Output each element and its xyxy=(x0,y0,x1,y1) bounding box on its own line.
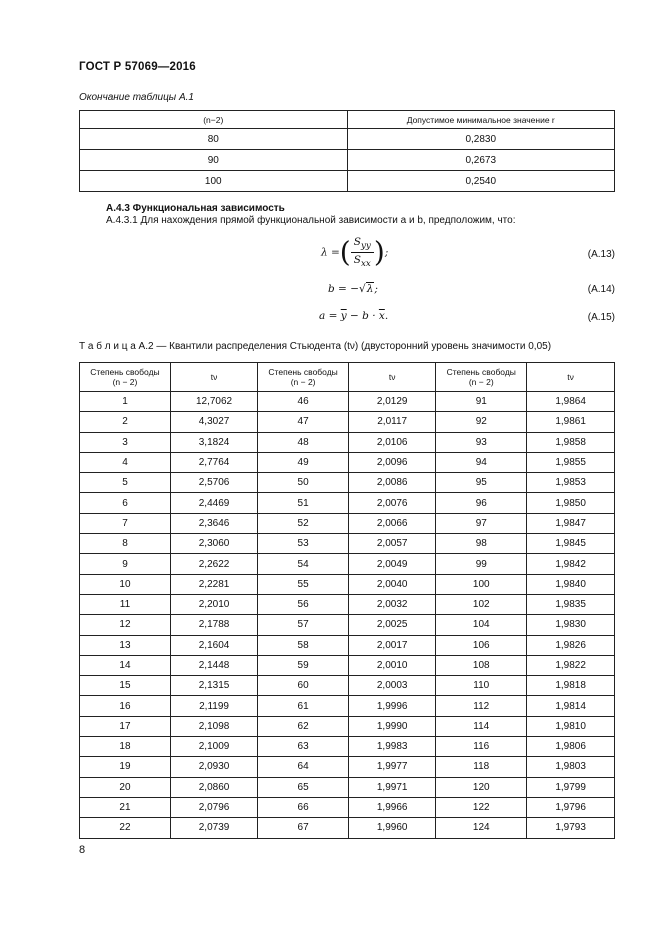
formula-a14-number: (А.14) xyxy=(587,284,615,295)
table2-cell: 1,9966 xyxy=(349,797,436,817)
table2-cell: 118 xyxy=(436,757,527,777)
table2 xyxy=(79,362,615,839)
table2-cell: 2,0117 xyxy=(349,412,436,432)
table2-cell: 94 xyxy=(436,452,527,472)
formula-a13-number: (А.13) xyxy=(587,249,615,260)
table2-cell: 2,0010 xyxy=(349,655,436,675)
table2-header-dof-line2: (n − 2) xyxy=(112,377,138,387)
formula-a15: $a = \overline{y} - b \cdot \overline{x}$. xyxy=(319,310,389,322)
table2-cell: 15 xyxy=(80,676,171,696)
table1-row xyxy=(80,171,615,192)
table2-cell: 2,1604 xyxy=(170,635,257,655)
table2-cell: 2,0040 xyxy=(349,574,436,594)
table2-header-row xyxy=(80,363,615,392)
table2-cell: 104 xyxy=(436,615,527,635)
table2-cell: 2,0086 xyxy=(349,473,436,493)
table2-cell: 1,9960 xyxy=(349,818,436,838)
table2-cell: 1,9847 xyxy=(527,513,615,533)
table2-cell: 2,4469 xyxy=(170,493,257,513)
table2-cell: 2,0860 xyxy=(170,777,257,797)
table2-cell: 1,9814 xyxy=(527,696,615,716)
table2-header-tv: tν xyxy=(527,363,615,392)
table2-cell: 2,0096 xyxy=(349,452,436,472)
table2-row xyxy=(80,676,615,696)
table2-header-dof-line2: (n − 2) xyxy=(468,377,494,387)
table2-cell: 17 xyxy=(80,716,171,736)
table2-cell: 62 xyxy=(258,716,349,736)
table2-cell: 56 xyxy=(258,594,349,614)
table2-cell: 1,9826 xyxy=(527,635,615,655)
table2-cell: 1,9990 xyxy=(349,716,436,736)
table2-cell: 2,0066 xyxy=(349,513,436,533)
table2-cell: 9 xyxy=(80,554,171,574)
table2-cell: 53 xyxy=(258,534,349,554)
table2-header-tv: tν xyxy=(349,363,436,392)
table2-cell: 1,9996 xyxy=(349,696,436,716)
table1-cell: 100 xyxy=(80,171,348,192)
table2-row xyxy=(80,797,615,817)
table2-cell: 1,9810 xyxy=(527,716,615,736)
table2-cell: 1,9858 xyxy=(527,432,615,452)
table2-cell: 61 xyxy=(258,696,349,716)
table2-cell: 1,9822 xyxy=(527,655,615,675)
table2-cell: 1,9806 xyxy=(527,737,615,757)
table2-cell: 2,0057 xyxy=(349,534,436,554)
table2-row xyxy=(80,655,615,675)
table2-cell: 1,9861 xyxy=(527,412,615,432)
formula-a14: b = −√λ; xyxy=(328,283,378,295)
table1-cell: 0,2673 xyxy=(347,150,615,171)
table2-cell: 63 xyxy=(258,737,349,757)
table2-row xyxy=(80,594,615,614)
table1 xyxy=(79,110,615,192)
table2-cell: 48 xyxy=(258,432,349,452)
table2-row xyxy=(80,574,615,594)
table2-cell: 116 xyxy=(436,737,527,757)
table2-cell: 2,3646 xyxy=(170,513,257,533)
table2-cell: 67 xyxy=(258,818,349,838)
table2-cell: 100 xyxy=(436,574,527,594)
table2-cell: 2,7764 xyxy=(170,452,257,472)
table2-cell: 122 xyxy=(436,797,527,817)
table2-cell: 7 xyxy=(80,513,171,533)
table2-cell: 2,1788 xyxy=(170,615,257,635)
table2-cell: 2,0076 xyxy=(349,493,436,513)
table2-row xyxy=(80,513,615,533)
table2-cell: 6 xyxy=(80,493,171,513)
table2-cell: 2,0129 xyxy=(349,392,436,412)
table2-cell: 124 xyxy=(436,818,527,838)
table2-caption: Т а б л и ц а А.2 — Квантили распределения Стьюдента (tν) (двусторонний уровень значимости 0,05) xyxy=(79,341,552,352)
table2-cell: 19 xyxy=(80,757,171,777)
table2-cell: 55 xyxy=(258,574,349,594)
table2-header-dof-line1: Степень свободы xyxy=(268,367,338,377)
table2-cell: 1,9803 xyxy=(527,757,615,777)
table2-cell: 2,2281 xyxy=(170,574,257,594)
table2-cell: 2,0017 xyxy=(349,635,436,655)
table2-cell: 2,1315 xyxy=(170,676,257,696)
table1-header-r: Допустимое минимальное значение r xyxy=(347,111,615,129)
table2-row xyxy=(80,757,615,777)
table2-row xyxy=(80,615,615,635)
table2-cell: 1 xyxy=(80,392,171,412)
table2-cell: 2 xyxy=(80,412,171,432)
table2-row xyxy=(80,452,615,472)
table2-cell: 54 xyxy=(258,554,349,574)
table2-row xyxy=(80,777,615,797)
table2-header-dof xyxy=(436,363,527,392)
table2-cell: 1,9840 xyxy=(527,574,615,594)
table2-cell: 2,5706 xyxy=(170,473,257,493)
table2-row xyxy=(80,392,615,412)
table2-header-dof-line1: Степень свободы xyxy=(90,367,160,377)
table2-cell: 4,3027 xyxy=(170,412,257,432)
table2-cell: 65 xyxy=(258,777,349,797)
table2-cell: 114 xyxy=(436,716,527,736)
table2-cell: 57 xyxy=(258,615,349,635)
table2-cell: 1,9983 xyxy=(349,737,436,757)
table2-cell: 22 xyxy=(80,818,171,838)
table2-cell: 1,9855 xyxy=(527,452,615,472)
table2-cell: 4 xyxy=(80,452,171,472)
table2-row xyxy=(80,737,615,757)
table2-cell: 96 xyxy=(436,493,527,513)
table2-cell: 93 xyxy=(436,432,527,452)
table2-cell: 14 xyxy=(80,655,171,675)
table2-header-tv: tν xyxy=(170,363,257,392)
table2-row xyxy=(80,554,615,574)
table2-row xyxy=(80,432,615,452)
table2-cell: 1,9853 xyxy=(527,473,615,493)
table2-header-dof xyxy=(258,363,349,392)
table2-row xyxy=(80,412,615,432)
page-number: 8 xyxy=(79,844,86,856)
table2-cell: 47 xyxy=(258,412,349,432)
table1-cell: 80 xyxy=(80,129,348,150)
table2-cell: 12,7062 xyxy=(170,392,257,412)
table2-cell: 64 xyxy=(258,757,349,777)
table2-cell: 1,9864 xyxy=(527,392,615,412)
table2-header-dof xyxy=(80,363,171,392)
table2-cell: 5 xyxy=(80,473,171,493)
table2-cell: 3,1824 xyxy=(170,432,257,452)
table2-cell: 2,1009 xyxy=(170,737,257,757)
table2-cell: 1,9818 xyxy=(527,676,615,696)
table2-row xyxy=(80,473,615,493)
table2-cell: 49 xyxy=(258,452,349,472)
table2-cell: 2,2010 xyxy=(170,594,257,614)
table2-cell: 97 xyxy=(436,513,527,533)
table2-cell: 50 xyxy=(258,473,349,493)
table2-cell: 1,9830 xyxy=(527,615,615,635)
table2-row xyxy=(80,696,615,716)
table2-cell: 60 xyxy=(258,676,349,696)
table2-cell: 1,9842 xyxy=(527,554,615,574)
table2-cell: 91 xyxy=(436,392,527,412)
table1-row xyxy=(80,150,615,171)
table2-row xyxy=(80,635,615,655)
table2-cell: 2,0049 xyxy=(349,554,436,574)
table2-cell: 13 xyxy=(80,635,171,655)
table2-cell: 99 xyxy=(436,554,527,574)
table2-cell: 112 xyxy=(436,696,527,716)
table2-cell: 1,9793 xyxy=(527,818,615,838)
table2-row xyxy=(80,493,615,513)
table2-row xyxy=(80,818,615,838)
table2-cell: 110 xyxy=(436,676,527,696)
table2-cell: 11 xyxy=(80,594,171,614)
table2-cell: 1,9835 xyxy=(527,594,615,614)
table2-cell: 1,9971 xyxy=(349,777,436,797)
table2-cell: 21 xyxy=(80,797,171,817)
table2-cell: 95 xyxy=(436,473,527,493)
table2-cell: 2,1199 xyxy=(170,696,257,716)
table2-cell: 2,1098 xyxy=(170,716,257,736)
table2-cell: 120 xyxy=(436,777,527,797)
table2-cell: 106 xyxy=(436,635,527,655)
table2-cell: 2,3060 xyxy=(170,534,257,554)
table2-cell: 3 xyxy=(80,432,171,452)
table1-cell: 0,2540 xyxy=(347,171,615,192)
table2-cell: 12 xyxy=(80,615,171,635)
table2-cell: 2,2622 xyxy=(170,554,257,574)
table2-cell: 2,0739 xyxy=(170,818,257,838)
table2-cell: 102 xyxy=(436,594,527,614)
formula-a15-number: (А.15) xyxy=(587,312,615,323)
table2-cell: 2,0032 xyxy=(349,594,436,614)
table2-cell: 1,9796 xyxy=(527,797,615,817)
table1-header-n: (n−2) xyxy=(80,111,348,129)
table2-cell: 59 xyxy=(258,655,349,675)
table2-cell: 1,9799 xyxy=(527,777,615,797)
table2-cell: 20 xyxy=(80,777,171,797)
table2-cell: 18 xyxy=(80,737,171,757)
table2-cell: 46 xyxy=(258,392,349,412)
table2-cell: 2,0003 xyxy=(349,676,436,696)
table2-row xyxy=(80,716,615,736)
table2-cell: 92 xyxy=(436,412,527,432)
table2-cell: 1,9977 xyxy=(349,757,436,777)
table1-header-row xyxy=(80,111,615,129)
section-paragraph: А.4.3.1 Для нахождения прямой функциональной зависимости a и b, предположим, что: xyxy=(106,215,516,226)
table2-cell: 66 xyxy=(258,797,349,817)
table2-cell: 2,0106 xyxy=(349,432,436,452)
table2-cell: 1,9850 xyxy=(527,493,615,513)
table1-row xyxy=(80,129,615,150)
table2-cell: 2,0930 xyxy=(170,757,257,777)
table2-cell: 2,0025 xyxy=(349,615,436,635)
table2-cell: 2,1448 xyxy=(170,655,257,675)
table2-header-dof-line1: Степень свободы xyxy=(446,367,516,377)
table2-cell: 16 xyxy=(80,696,171,716)
table2-cell: 1,9845 xyxy=(527,534,615,554)
document-id: ГОСТ Р 57069—2016 xyxy=(79,61,196,73)
section-heading: А.4.3 Функциональная зависимость xyxy=(106,203,285,214)
table2-header-dof-line2: (n − 2) xyxy=(290,377,316,387)
table2-cell: 98 xyxy=(436,534,527,554)
formula-a13: λ =( $\frac{S_{yy}}{S_{xx}}$ ); xyxy=(321,235,389,270)
table2-cell: 10 xyxy=(80,574,171,594)
table1-cell: 0,2830 xyxy=(347,129,615,150)
table2-cell: 8 xyxy=(80,534,171,554)
table1-cell: 90 xyxy=(80,150,348,171)
table2-cell: 108 xyxy=(436,655,527,675)
table2-cell: 58 xyxy=(258,635,349,655)
table2-cell: 2,0796 xyxy=(170,797,257,817)
table2-row xyxy=(80,534,615,554)
table1-caption: Окончание таблицы А.1 xyxy=(79,92,194,103)
table2-cell: 52 xyxy=(258,513,349,533)
table2-cell: 51 xyxy=(258,493,349,513)
